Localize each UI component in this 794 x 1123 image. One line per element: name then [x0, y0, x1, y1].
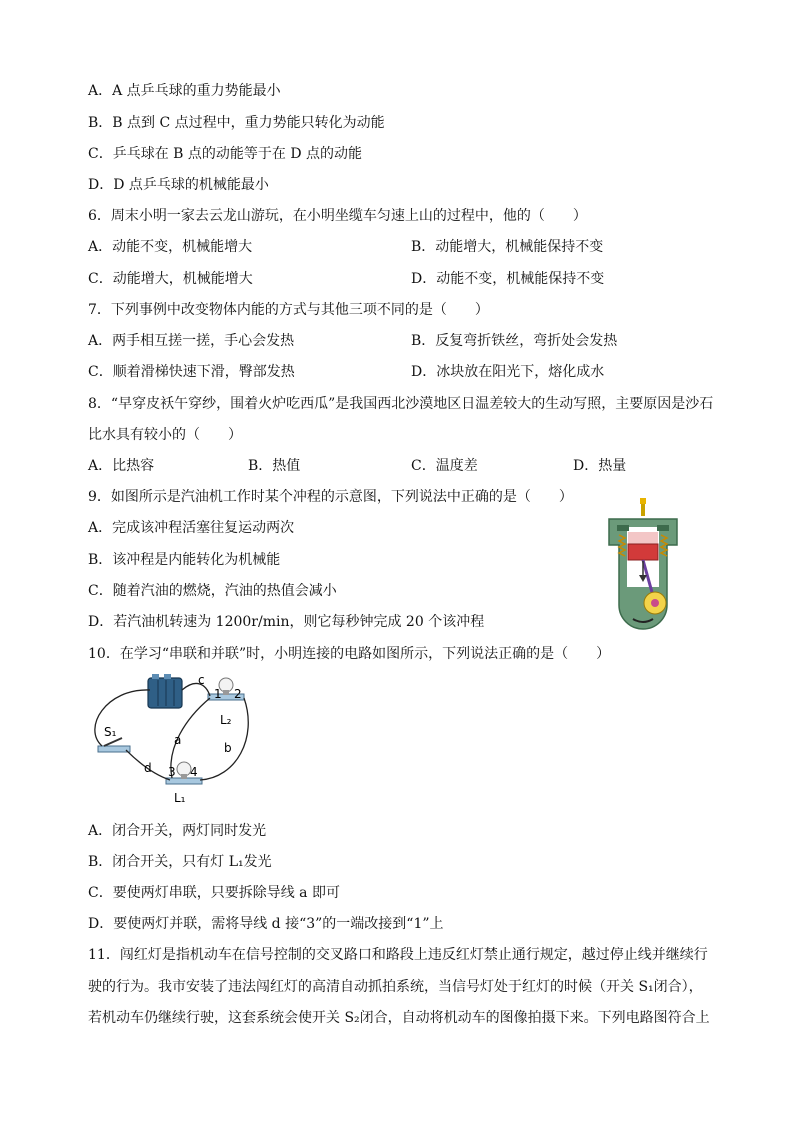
q6-stem: 6．周末小明一家去云龙山游玩，在小明坐缆车匀速上山的过程中，他的（ ）: [88, 208, 587, 224]
label-l1: L₁: [174, 791, 186, 805]
exhaust-valve: [657, 525, 669, 531]
wire-c: [182, 683, 210, 696]
q7-option-a: A．两手相互搓一搓，手心会发热: [88, 333, 295, 349]
spark-plug-top: [640, 498, 646, 504]
intake-valve: [617, 525, 629, 531]
q6-option-d: D．动能不变，机械能保持不变: [411, 271, 605, 287]
terminal-3: 3: [168, 765, 176, 779]
q9-option-b: B．该冲程是内能转化为机械能: [88, 552, 281, 568]
q8-option-c: C．温度差: [411, 458, 478, 474]
spark-plug-body: [641, 504, 645, 516]
battery-pack: [148, 674, 182, 708]
switch-s1: [98, 738, 130, 752]
piston: [628, 544, 658, 560]
q10-option-d: D．要使两灯并联，需将导线 d 接“3”的一端改接到“1”上: [88, 916, 444, 932]
label-c: c: [198, 673, 205, 687]
terminal-2: 2: [234, 687, 242, 701]
terminal-1: 1: [214, 687, 222, 701]
q8-option-d: D．热量: [573, 458, 627, 474]
label-s1: S₁: [104, 725, 117, 739]
q10-stem: 10．在学习“串联和并联”时，小明连接的电路如图所示，下列说法正确的是（ ）: [88, 646, 611, 662]
q8-stem-line2: 比水具有较小的（ ）: [88, 427, 242, 443]
label-d: d: [144, 761, 152, 775]
q5-option-c: C．乒乓球在 B 点的动能等于在 D 点的动能: [88, 146, 363, 162]
q6-option-a: A．动能不变，机械能增大: [88, 239, 253, 255]
label-a: a: [174, 733, 182, 747]
crank-hub: [651, 599, 659, 607]
q5-option-a: A．A 点乒乓球的重力势能最小: [88, 83, 281, 99]
q9-stem: 9．如图所示是汽油机工作时某个冲程的示意图，下列说法中正确的是（ ）: [88, 489, 573, 505]
terminal-4: 4: [190, 765, 198, 779]
q11-line2: 驶的行为。我市安装了违法闯红灯的高清自动抓拍系统，当信号灯处于红灯的时候（开关 S₁闭合），: [88, 979, 703, 995]
q6-option-c: C．动能增大，机械能增大: [88, 271, 253, 287]
q7-stem: 7．下列事例中改变物体内能的方式与其他三项不同的是（ ）: [88, 302, 489, 318]
q9-option-d: D．若汽油机转速为 1200r/min，则它每秒钟完成 20 个该冲程: [88, 614, 485, 630]
q10-option-b: B．闭合开关，只有灯 L₁发光: [88, 854, 272, 870]
label-l2: L₂: [220, 713, 232, 727]
q11-line1: 11．闯红灯是指机动车在信号控制的交叉路口和路段上违反红灯禁止通行规定，越过停止线并继续行: [88, 947, 708, 963]
wire-b: [200, 698, 248, 780]
q11-line3: 若机动车仍继续行驶，这套系统会使开关 S₂闭合，自动将机动车的图像拍摄下来。下列电路图符合上: [88, 1010, 710, 1026]
q5-option-b: B．B 点到 C 点过程中，重力势能只转化为动能: [88, 115, 385, 131]
q9-option-a: A．完成该冲程活塞往复运动两次: [88, 520, 295, 536]
q8-option-b: B．热值: [248, 458, 301, 474]
engine-stroke-figure: [597, 495, 689, 635]
q10-option-a: A．闭合开关，两灯同时发光: [88, 823, 267, 839]
q9-option-c: C．随着汽油的燃烧，汽油的热值会减小: [88, 583, 337, 599]
q10-option-c: C．要使两灯串联，只要拆除导线 a 即可: [88, 885, 340, 901]
q7-option-d: D．冰块放在阳光下，熔化成水: [411, 364, 605, 380]
q7-option-b: B．反复弯折铁丝，弯折处会发热: [411, 333, 618, 349]
q8-stem-line1: 8．“早穿皮袄午穿纱，围着火炉吃西瓜”是我国西北沙漠地区日温差较大的生动写照，主要原因是沙石: [88, 396, 714, 412]
circuit-figure: [86, 668, 266, 810]
q8-option-a: A．比热容: [88, 458, 155, 474]
q7-option-c: C．顺着滑梯快速下滑，臀部发热: [88, 364, 295, 380]
q6-option-b: B．动能增大，机械能保持不变: [411, 239, 604, 255]
label-b: b: [224, 741, 232, 755]
q5-option-d: D．D 点乒乓球的机械能最小: [88, 177, 269, 193]
combustion-gas: [628, 532, 658, 544]
